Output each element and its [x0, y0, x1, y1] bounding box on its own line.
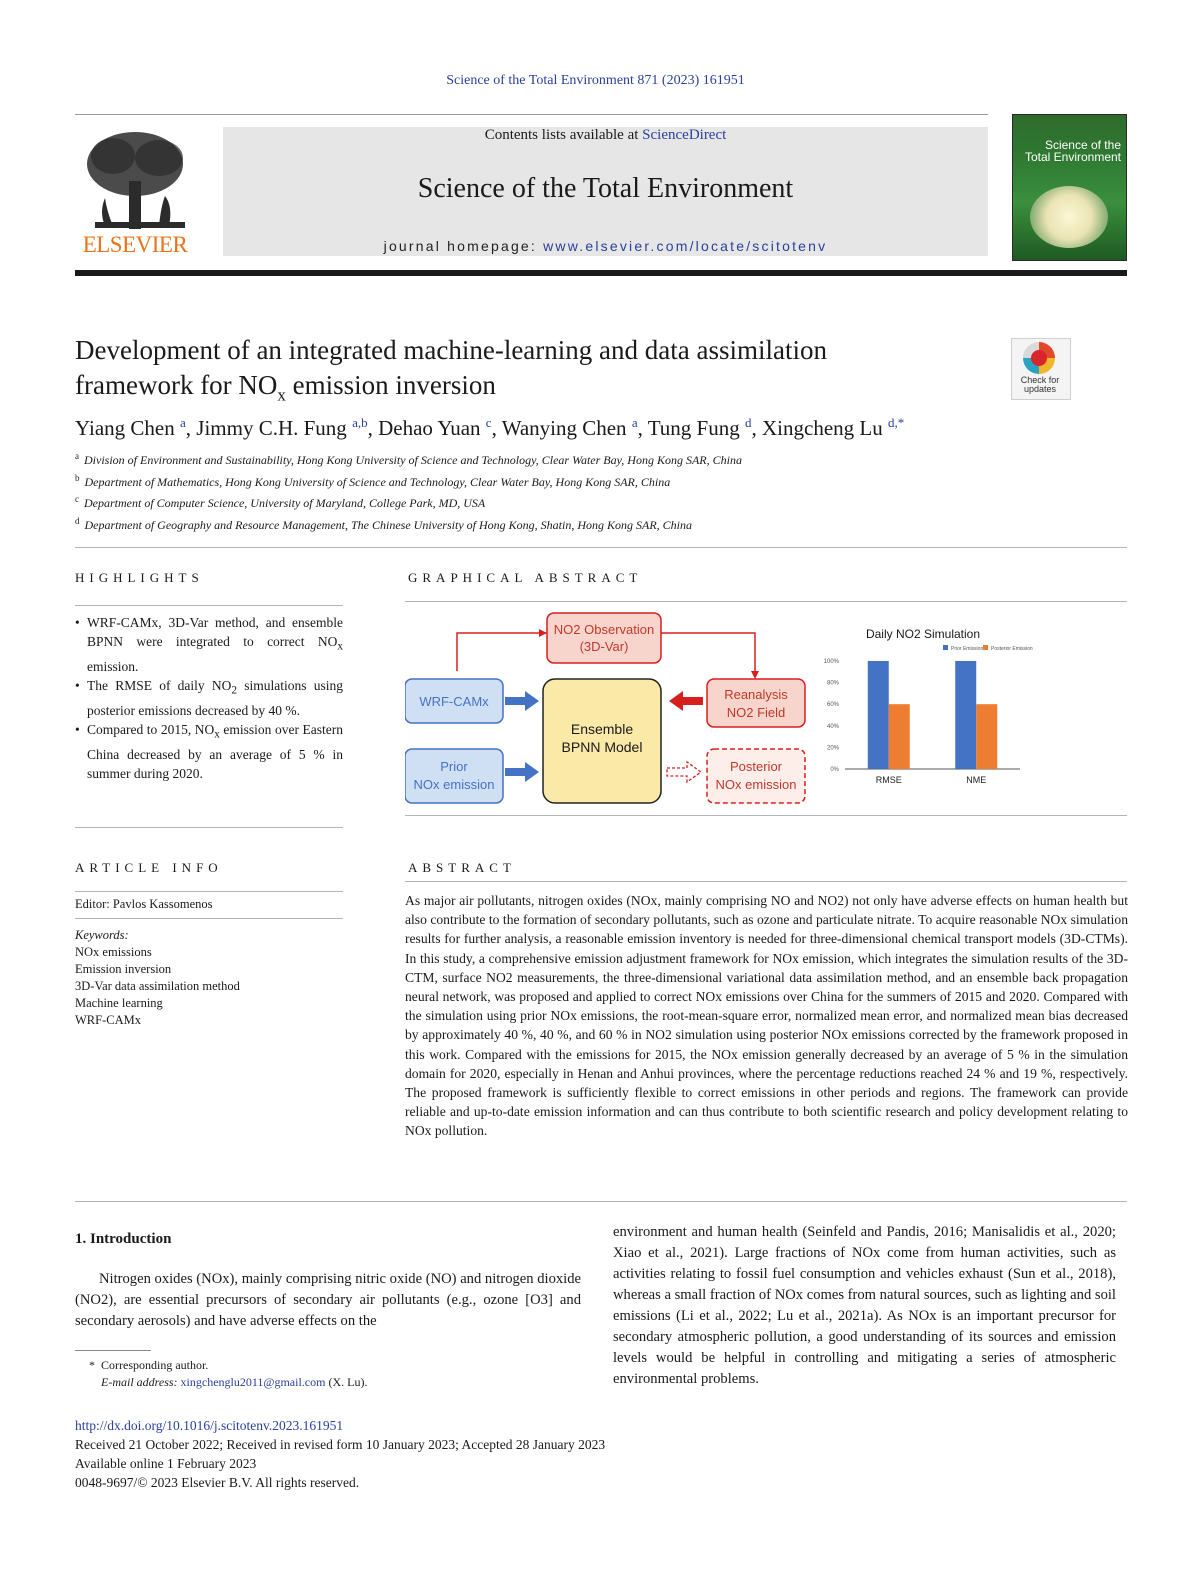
journal-homepage: journal homepage: www.elsevier.com/locate/scitotenv — [383, 238, 828, 254]
dates: Received 21 October 2022; Received in revised form 10 January 2023; Accepted 28 January 2023 — [75, 1437, 606, 1452]
publisher-wordmark: ELSEVIER — [82, 232, 188, 257]
legend-entry: Posterior Emission — [991, 646, 1033, 652]
divider — [75, 605, 343, 606]
footnote: * Corresponding author. E-mail address: xingchenglu2011@gmail.com (X. Lu). — [89, 1358, 368, 1389]
journal-name: Science of the Total Environment — [417, 173, 794, 204]
available-online: Available online 1 February 2023 — [75, 1456, 257, 1471]
doi-link[interactable]: http://dx.doi.org/10.1016/j.scitotenv.2023.161951 — [75, 1418, 344, 1433]
abstract-heading: ABSTRACT — [408, 860, 516, 875]
arrow-right-icon — [505, 762, 539, 782]
y-tick-label: 40% — [826, 723, 839, 730]
y-tick-label: 100% — [823, 659, 839, 665]
keyword: Machine learning — [75, 996, 163, 1010]
author[interactable]: Jimmy C.H. Fung $^{a,b}$ — [196, 415, 368, 440]
crossmark-label: Check for updates — [1020, 375, 1060, 394]
graphical-abstract — [405, 603, 1127, 810]
y-tick-label: 60% — [826, 702, 839, 709]
y-tick-label: 0% — [830, 767, 839, 773]
contents-line: Contents lists available at ScienceDirect — [484, 127, 727, 143]
bar — [868, 661, 889, 769]
divider — [75, 1201, 1127, 1202]
chart-bars — [868, 661, 998, 769]
highlights-heading: HIGHLIGHTS — [75, 570, 204, 585]
y-tick-label: 80% — [826, 680, 839, 687]
affiliation: $^a$ Division of Environment and Sustainability, Hong Kong University of Science and Technology, Clear Water Bay, Hong Kong SAR, China — [75, 451, 742, 467]
divider — [75, 547, 1127, 548]
cover-graphic — [1030, 186, 1108, 248]
email-link[interactable]: xingchenglu2011@gmail.com — [180, 1375, 326, 1389]
x-tick-label: RMSE — [875, 775, 902, 785]
observation-box — [547, 613, 661, 663]
arrow-left-icon — [669, 691, 703, 711]
reanalysis-label: NO2 Field — [726, 705, 786, 720]
keyword: Emission inversion — [75, 962, 172, 976]
body-text-left: Nitrogen oxides (NOx), mainly comprising nitric oxide (NO) and nitrogen dioxide (NO2), are essential precursors of secondary air pollutants (e.g., ozone [O3] and secondary aerosols) and have adverse effects on the — [75, 1271, 581, 1329]
bpnn-label: BPNN Model — [561, 739, 643, 755]
wrf-camx-label: WRF-CAMx — [419, 694, 489, 709]
prior-label: Prior — [440, 759, 468, 774]
homepage-link[interactable]: www.elsevier.com/locate/scitotenv — [543, 238, 828, 254]
author[interactable]: Dehao Yuan $^c$ — [378, 415, 492, 440]
author[interactable]: Xingcheng Lu $^{d,*}$ — [762, 415, 905, 440]
editor: Editor: Pavlos Kassomenos — [75, 897, 213, 911]
posterior-label: NOx emission — [715, 777, 797, 792]
author[interactable]: Yiang Chen $^a$ — [75, 415, 186, 440]
prior-emission-box — [405, 749, 503, 803]
affiliation: $^b$ Department of Mathematics, Hong Kong University of Science and Technology, Clear Water Bay, Hong Kong SAR, China — [75, 472, 671, 489]
divider — [75, 827, 343, 828]
divider — [75, 891, 343, 892]
author-list: Yiang Chen $^a$, Jimmy C.H. Fung $^{a,b}$, Dehao Yuan $^c$, Wanying Chen $^a$, Tung Fung $^d$, Xingcheng Lu $^{d,*}$ — [75, 415, 905, 440]
affiliation: $^d$ Department of Geography and Resource Management, The Chinese University of Hong Kong, Shatin, Hong Kong SAR, China — [75, 515, 692, 532]
journal-citation[interactable]: Science of the Total Environment 871 (2023) 161951 — [446, 73, 745, 88]
legend-swatch — [943, 645, 948, 650]
bar — [955, 661, 976, 769]
divider — [75, 918, 343, 919]
footnote-rule — [75, 1350, 151, 1351]
arrow-head — [539, 629, 547, 637]
keyword: 3D-Var data assimilation method — [75, 979, 240, 993]
affiliations — [75, 448, 1125, 534]
reanalysis-label: Reanalysis — [724, 687, 788, 702]
posterior-label: Posterior — [729, 759, 783, 774]
abstract-text: As major air pollutants, nitrogen oxides (NOx, mainly comprising NO and NO2) not only have adverse effects on human health but also contribute to the formation of secondary pollutants, such as ozone and particulate nitrate. To acquire reasonable NOx simulation results for further analysis, a reasonable emission inventory is needed for three-dimensional chemical transport models (3D-CTMs). In this study, a comprehensive emission adjustment framework for NOx emission, which integrates the simulation results of the 3D-CTM, surface NO2 measurements, the three-dimensional variational data assimilation method, and an ensemble back propagation neural network, was proposed and applied to correct NOx emissions over China for the summers of 2015 and 2020. Compared with the simulation using prior NOx emissions, the root-mean-square error, normalized mean error, and normalized mean bias decreased by approximately 40 %, 40 %, and 60 % in NO2 simulation using posterior NOx emissions corrected by the framework proposed in this work. Compared with the emissions for 2015, the NOx emission generally decreased by an average of 5 % in the simulation domain for 2020, especially in Henan and Anhui provinces, where the percentage reductions reached 24 % and 19 %, respectively. The proposed framework is sufficiently flexible to correct emissions in other periods and regions. The framework can provide reliable and up-to-date emission information and can thus contribute to both scientific research and policy development relating to NOx pollution. — [405, 893, 1128, 1139]
affiliation: $^c$ Department of Computer Science, University of Maryland, College Park, MD, USA — [75, 494, 486, 510]
header-thick-rule — [75, 270, 1127, 276]
bookmark-icon — [1031, 350, 1047, 366]
bar — [889, 704, 910, 769]
author[interactable]: Wanying Chen $^a$ — [501, 415, 638, 440]
highlights-list — [75, 613, 343, 784]
prior-label: NOx emission — [413, 777, 495, 792]
cover-title: Science of the Total Environment — [1024, 138, 1121, 164]
keyword: WRF-CAMx — [75, 1013, 141, 1027]
keyword: NOx emissions — [75, 945, 152, 959]
legend-swatch — [983, 645, 988, 650]
highlight-item: • WRF-CAMx, 3D-Var method, and ensemble BPNN were integrated to correct $NO_x$ emission. — [75, 613, 343, 676]
observation-label: NO2 Observation — [553, 622, 655, 637]
sciencedirect-link[interactable]: ScienceDirect — [642, 127, 727, 143]
bpnn-label: Ensemble — [570, 721, 634, 737]
article-info-heading: ARTICLE INFO — [75, 860, 223, 875]
article-info — [75, 896, 343, 1029]
daily-no2-chart — [824, 627, 1033, 785]
keywords-label: Keywords: — [75, 928, 129, 942]
arrow-head — [751, 671, 759, 679]
bar — [976, 704, 997, 769]
dashed-arrow-icon — [667, 762, 701, 782]
header-rule — [75, 114, 988, 115]
front-matter — [75, 1416, 775, 1492]
divider — [405, 881, 1127, 882]
observation-label: (3D-Var) — [579, 639, 629, 654]
legend-entry: Prior Emission — [951, 646, 984, 652]
copyright: 0048-9697/© 2023 Elsevier B.V. All rights reserved. — [75, 1475, 360, 1490]
obs-connector-left — [457, 633, 547, 671]
body-text-right: environment and human health (Seinfeld and Pandis, 2016; Manisalidis et al., 2020; Xiao et al., 2021). Large fractions of NOx come from human activities, such as activities relating to fossil fuel consumption and vehicles exhaust (Sun et al., 2018), whereas a small fraction of NOx comes from natural sources, such as lighting and soil emissions (Li et al., 2022; Lu et al., 2021a). As NOx is an important precursor for secondary atmospheric pollution, a good understanding of its sources and emission levels would be helpful in controlling and mitigating a series of atmospheric environmental problems. — [613, 1224, 1116, 1387]
highlight-item: • Compared to 2015, $NO_x$ emission over Eastern China decreased by an average of 5 % in summer during 2020. — [75, 720, 343, 783]
chart-title: Daily NO2 Simulation — [865, 627, 981, 641]
author[interactable]: Tung Fung $^d$ — [647, 415, 752, 440]
divider — [405, 815, 1127, 816]
article-title: Development of an integrated machine-learning and data assimilation framework for $NO_x$ emission inversion — [75, 335, 827, 405]
y-tick-label: 20% — [826, 745, 839, 752]
section-heading: 1. Introduction — [75, 1231, 172, 1247]
obs-connector-right — [661, 633, 755, 673]
arrow-right-icon — [505, 691, 539, 711]
divider — [405, 601, 1127, 602]
posterior-emission-box — [707, 749, 805, 803]
x-tick-label: NME — [966, 775, 987, 785]
graphical-abstract-heading: GRAPHICAL ABSTRACT — [408, 570, 643, 585]
highlight-item: • The RMSE of daily $NO_2$ simulations using posterior emissions decreased by 40 %. — [75, 676, 343, 720]
